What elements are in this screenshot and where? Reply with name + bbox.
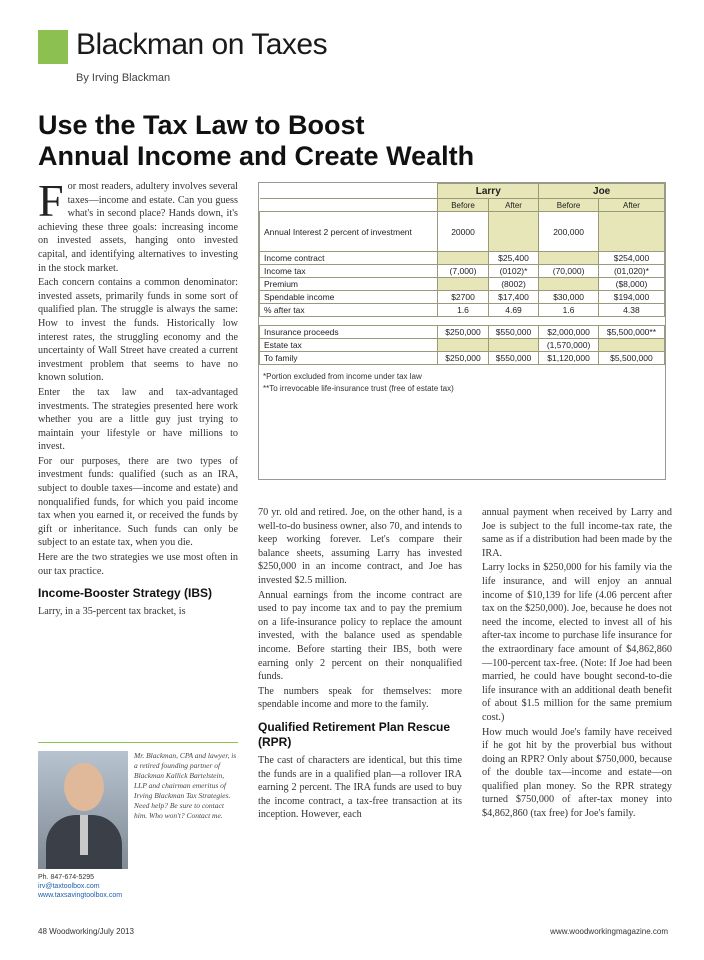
table-cell bbox=[488, 339, 539, 352]
paragraph: annual payment when received by Larry and Joe is subject to the full income-tax rate, the same as if a distribution had been made by the IRA. bbox=[482, 507, 672, 559]
table-cell: $2700 bbox=[438, 291, 489, 304]
contact-info bbox=[38, 873, 122, 900]
row-label: To family bbox=[260, 352, 438, 365]
row-label: Spendable income bbox=[260, 291, 438, 304]
empty-header-cell bbox=[260, 199, 438, 212]
comparison-table bbox=[259, 183, 665, 365]
table-cell: $17,400 bbox=[488, 291, 539, 304]
table-cell bbox=[539, 252, 599, 265]
paragraph: Annual earnings from the income contract are used to pay income tax and to pay the premium on a life-insurance policy to replace the amount invested, with the balance used as spendable income. Before starting their IBS, both were earning only 2 percent on their nonqualified funds. bbox=[258, 589, 462, 683]
section-subhead: Qualified Retirement Plan Rescue (RPR) bbox=[258, 719, 451, 749]
table-cell: (8002) bbox=[488, 278, 539, 291]
row-label: Annual Interest 2 percent of investment bbox=[260, 212, 438, 252]
paragraph: Larry, in a 35-percent tax bracket, is bbox=[38, 606, 186, 618]
contact-phone: Ph. 847-674-5295 bbox=[38, 874, 95, 881]
table-subheader-row bbox=[260, 199, 665, 212]
bio-text: Mr. Blackman, CPA and lawyer, is a retired founding partner of Blackman Kallick Bartelstein, LLP and chairman emeritus of Irving Blackman Tax Strategies. Need help? Be sure to contact him. Who won't? Contact me. bbox=[134, 751, 237, 820]
paragraph: For most readers, adultery involves several taxes—income and estate. Can you guess what's in second place? Hands down, it's achieving these three goals: increasing income on invested assets, hanging onto invested capital, and identifying alternatives to investing in the stock market. bbox=[38, 175, 238, 274]
table-cell: $30,000 bbox=[539, 291, 599, 304]
table-cell: $25,400 bbox=[488, 252, 539, 265]
headline-line-1: Use the Tax Law to Boost bbox=[38, 110, 365, 140]
table-row bbox=[260, 339, 665, 352]
group-header-joe: Joe bbox=[539, 184, 665, 199]
table-cell: 1.6 bbox=[539, 304, 599, 317]
accent-bar bbox=[38, 30, 68, 64]
row-label: Income tax bbox=[260, 265, 438, 278]
table-cell bbox=[438, 252, 489, 265]
paragraph: Enter the tax law and tax-advantaged investments. The strategies presented here work whether you are a little guy just trying to maintain your lifestyle or have millions to invest. bbox=[38, 386, 238, 453]
table-cell: $250,000 bbox=[438, 352, 489, 365]
table-row bbox=[260, 352, 665, 365]
row-label: Income contract bbox=[260, 252, 438, 265]
paragraph: For our purposes, there are two types of investment funds: qualified (such as an IRA, subject to double taxes—income and estate) and nonqualified funds, for which you paid income tax when you earned it, or received the funds by gift or inheritance. Such funds can only be subject to an estate tax, when you die. bbox=[38, 455, 238, 549]
subheader-cell: After bbox=[598, 199, 664, 212]
author-bio bbox=[38, 742, 238, 900]
table-row bbox=[260, 304, 665, 317]
subheader-cell: Before bbox=[539, 199, 599, 212]
table-cell: $1,120,000 bbox=[539, 352, 599, 365]
row-label: Estate tax bbox=[260, 339, 438, 352]
table-cell: (1,570,000) bbox=[539, 339, 599, 352]
table-cell: $550,000 bbox=[488, 326, 539, 339]
article-column-3 bbox=[482, 506, 672, 822]
table-cell bbox=[438, 278, 489, 291]
table-cell: (0102)* bbox=[488, 265, 539, 278]
contact-website-link[interactable]: www.taxsavingtoolbox.com bbox=[38, 892, 123, 899]
subheader-cell: After bbox=[488, 199, 539, 212]
table-cell: $254,000 bbox=[598, 252, 664, 265]
footnote: **To irrevocable life-insurance trust (free of estate tax) bbox=[263, 384, 454, 393]
table-cell: (70,000) bbox=[539, 265, 599, 278]
table-cell bbox=[598, 212, 664, 252]
paragraph: The cast of characters are identical, but this time the funds are in a qualified plan—a rollover IRA earning 2 percent. The IRA funds are used to buy the income contract, a tax-free transaction at its inception. However, each bbox=[258, 754, 462, 821]
row-label: Premium bbox=[260, 278, 438, 291]
contact-email-link[interactable]: irv@taxtoolbox.com bbox=[38, 883, 100, 890]
empty-header-cell bbox=[260, 184, 438, 199]
table-cell: (7,000) bbox=[438, 265, 489, 278]
article-column-1 bbox=[38, 175, 238, 620]
table-cell: (01,020)* bbox=[598, 265, 664, 278]
paragraph: How much would Joe's family have received if he got hit by the proverbial bus without doing an RPR? Only about $750,000, because of the double tax—income and estate—on qualified plan money. So the RPR strategy turned $750,000 of after-tax money into $4,862,860 (tax free) for Joe's family. bbox=[482, 726, 672, 820]
headline-line-2: Annual Income and Create Wealth bbox=[38, 141, 475, 171]
footnote: *Portion excluded from income under tax law bbox=[263, 372, 422, 381]
paragraph: Larry locks in $250,000 for his family via the life insurance, and will enjoy an annual income of $10,139 for life (4.06 percent after tax on the $250,000). Joe, because he does not need the income, elected to invest all of his after-tax income to purchase life insurance for the extraordinary face amount of $4,862,860—100-percent tax-free. (Note: If Joe had been married, he could have bought second-to-die life insurance with an additional death benefit of about $1.5 million for the same premium cost.) bbox=[482, 562, 672, 723]
row-label: % after tax bbox=[260, 304, 438, 317]
table-cell bbox=[598, 339, 664, 352]
table-cell: $550,000 bbox=[488, 352, 539, 365]
paragraph: The numbers speak for themselves: more spendable income and more to the family. bbox=[258, 685, 462, 711]
photo-head-shape bbox=[64, 763, 104, 811]
table-cell: $2,000,000 bbox=[539, 326, 599, 339]
table-cell bbox=[488, 212, 539, 252]
table-spacer-row bbox=[260, 317, 665, 326]
row-label: Insurance proceeds bbox=[260, 326, 438, 339]
table-cell bbox=[539, 278, 599, 291]
drop-cap: F bbox=[38, 175, 64, 226]
column-header bbox=[38, 28, 678, 68]
subheader-cell: Before bbox=[438, 199, 489, 212]
paragraph: Each concern contains a common denominator: invested assets, primarily funds in some sort of qualified plan. The struggle is always the same: How to invest the funds. Historically low interest rates, the struggling economy and the uncertainty of Wall Street have created a current investment problem that seems to have no known solution. bbox=[38, 277, 238, 384]
table-cell: 20000 bbox=[438, 212, 489, 252]
comparison-table-box bbox=[258, 182, 666, 480]
byline: By Irving Blackman bbox=[76, 72, 171, 84]
table-cell: $5,500,000** bbox=[598, 326, 664, 339]
footer-website: www.woodworkingmagazine.com bbox=[550, 927, 668, 936]
table-row bbox=[260, 265, 665, 278]
table-cell bbox=[438, 339, 489, 352]
table-footnotes bbox=[259, 365, 665, 395]
table-row bbox=[260, 252, 665, 265]
photo-tie-shape bbox=[80, 815, 88, 855]
spacer-cell bbox=[260, 317, 665, 326]
page-footer bbox=[38, 927, 668, 941]
author-photo bbox=[38, 751, 128, 869]
table-cell: $194,000 bbox=[598, 291, 664, 304]
table-cell: $5,500,000 bbox=[598, 352, 664, 365]
table-group-header-row bbox=[260, 184, 665, 199]
article-column-2 bbox=[258, 506, 462, 823]
table-cell: 4.38 bbox=[598, 304, 664, 317]
table-row bbox=[260, 291, 665, 304]
table-cell: ($8,000) bbox=[598, 278, 664, 291]
table-row bbox=[260, 326, 665, 339]
group-header-larry: Larry bbox=[438, 184, 539, 199]
paragraph: 70 yr. old and retired. Joe, on the other hand, is a well-to-do business owner, also 70, and intends to keep working forever. Let's compare their balance sheets, assuming Larry has invested $250,000 in an income contract, and Joe has invested $2.5 million. bbox=[258, 507, 462, 586]
table-row bbox=[260, 212, 665, 252]
table-cell: 200,000 bbox=[539, 212, 599, 252]
table-cell: 1.6 bbox=[438, 304, 489, 317]
table-cell: 4.69 bbox=[488, 304, 539, 317]
table-row bbox=[260, 278, 665, 291]
article-headline bbox=[38, 110, 678, 172]
footer-folio: 48 Woodworking/July 2013 bbox=[38, 927, 134, 936]
column-title: Blackman on Taxes bbox=[76, 28, 328, 61]
table-cell: $250,000 bbox=[438, 326, 489, 339]
paragraph: Here are the two strategies we use most often in our tax practice. bbox=[38, 552, 238, 577]
section-subhead: Income-Booster Strategy (IBS) bbox=[38, 586, 213, 601]
